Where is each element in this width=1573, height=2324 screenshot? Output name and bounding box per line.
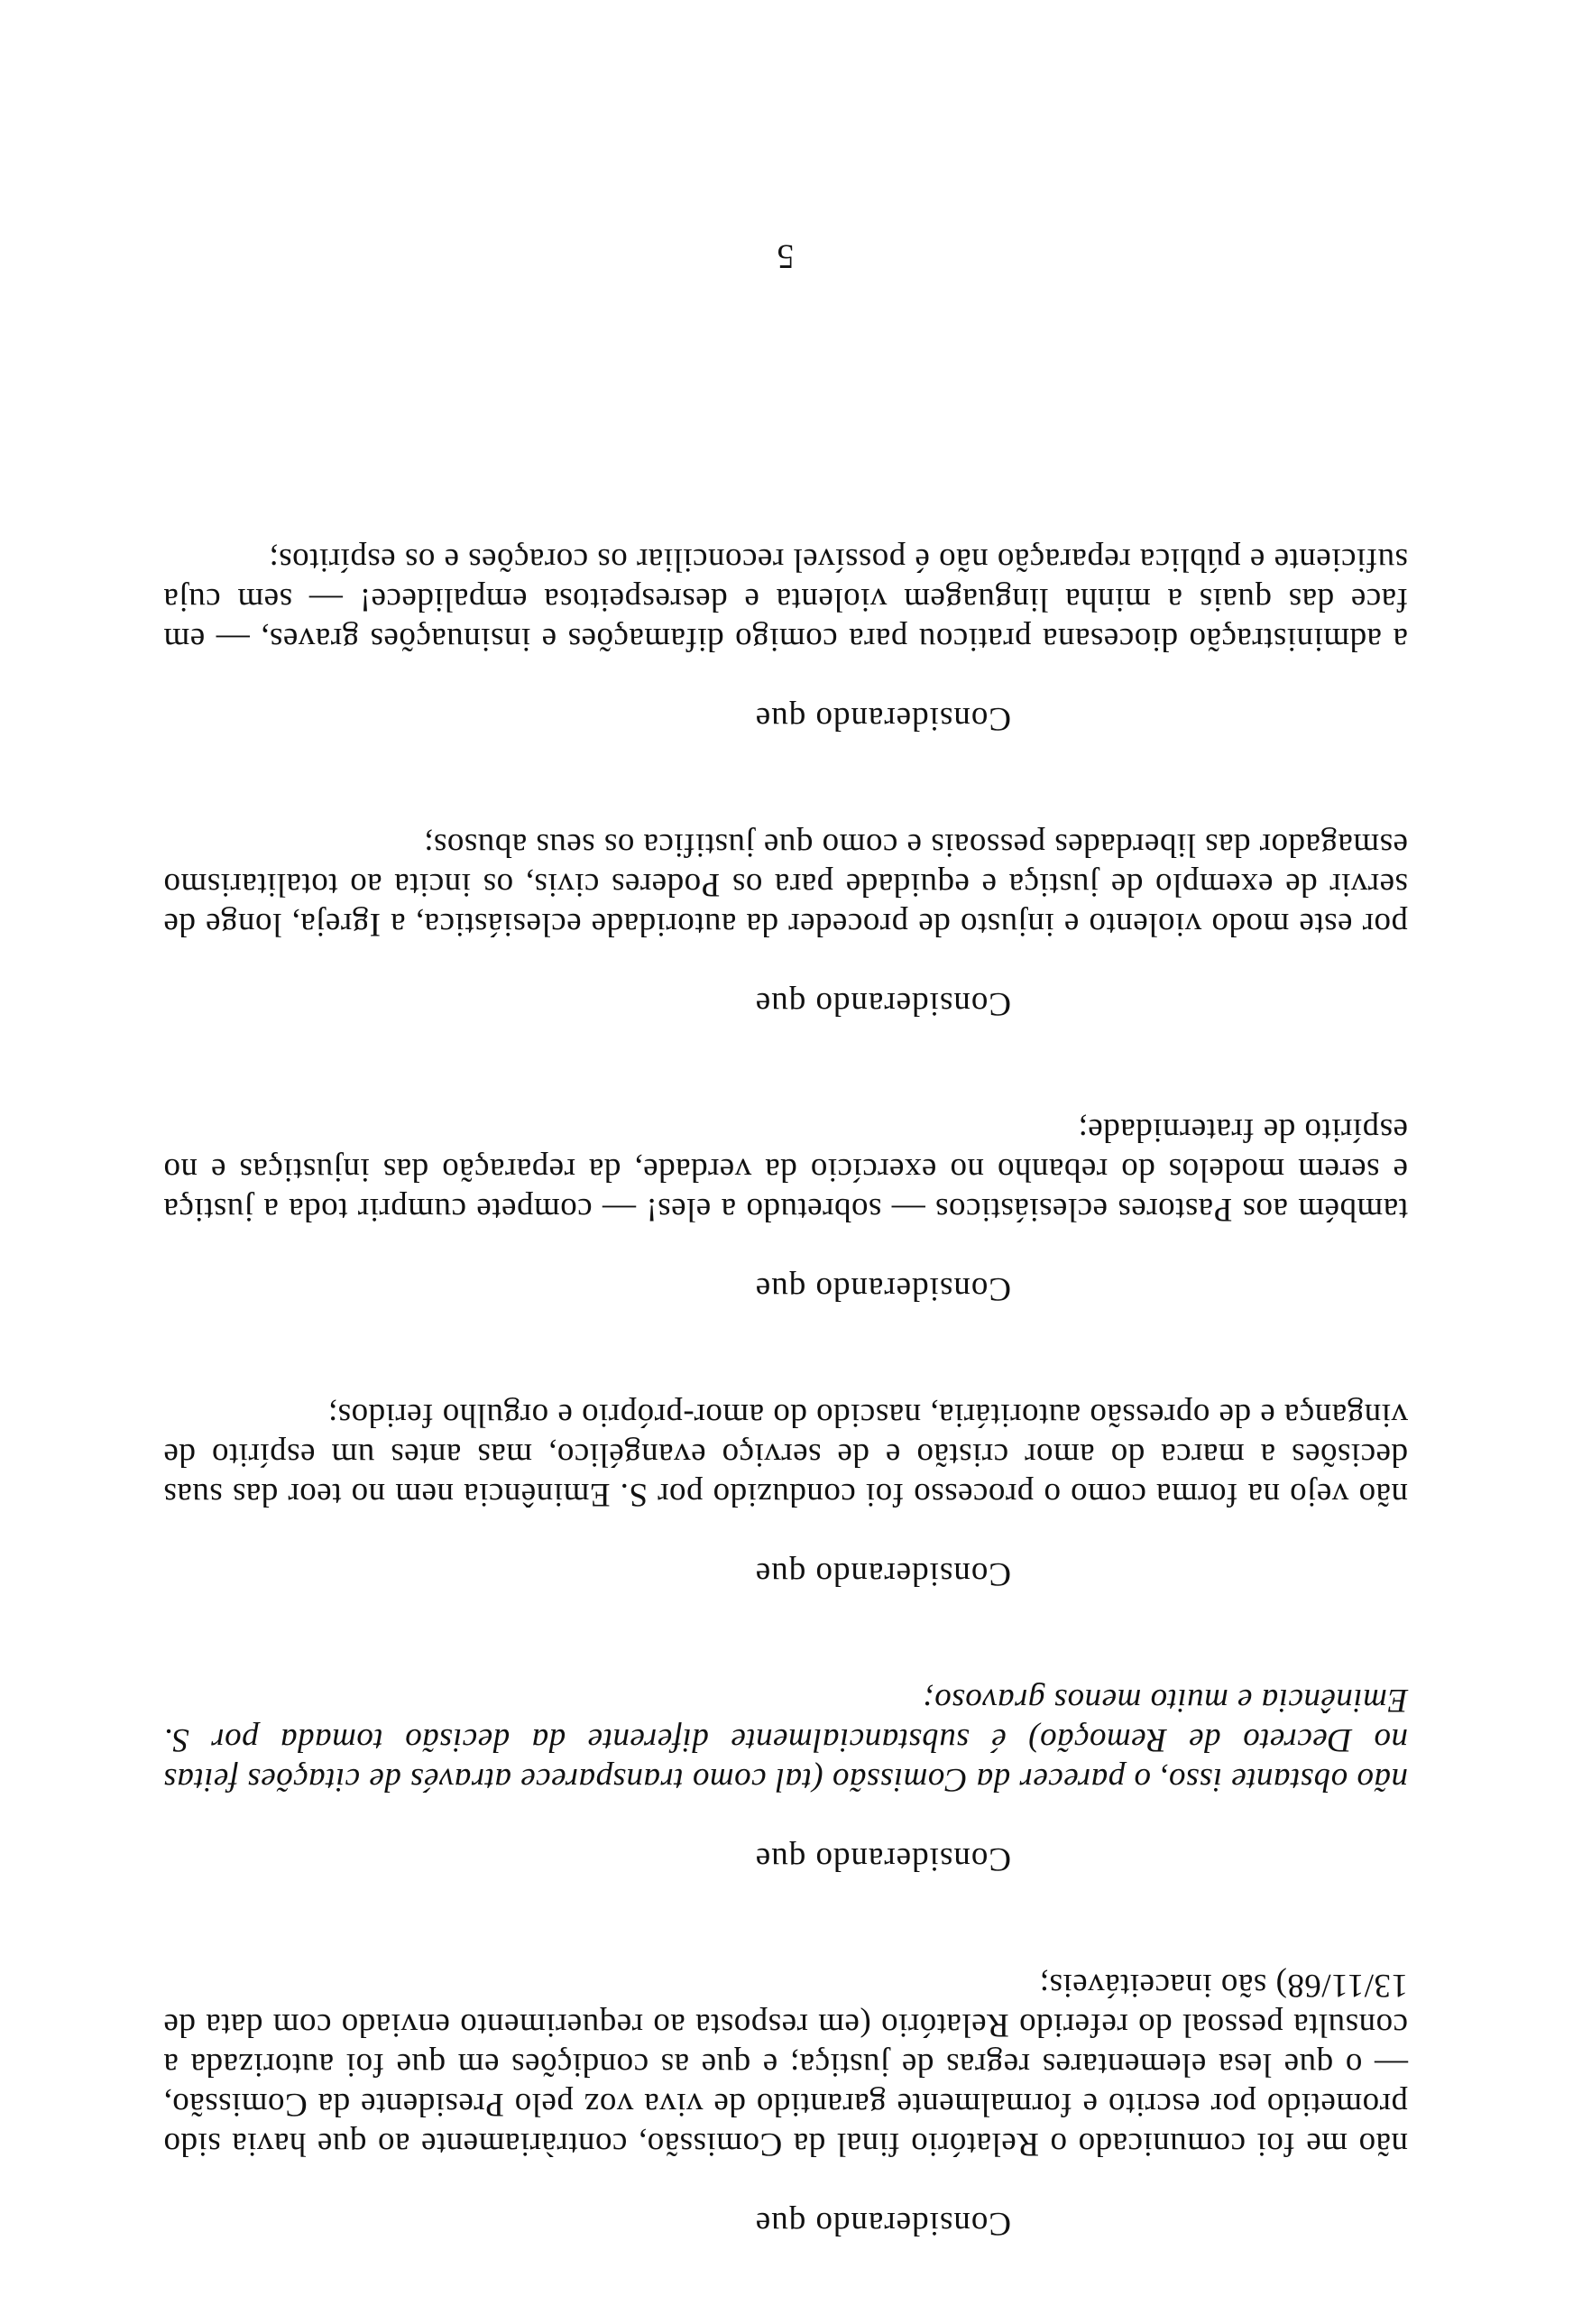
section-paragraph: não obstante isso, o parecer da Comissão (tal como transparece através de citações feitas no Decreto de Remoção) é substancialmente diferente da decisão tomada por S. Eminência e muito menos gravoso; xyxy=(163,1682,1408,1798)
section-3 xyxy=(163,1395,1408,1593)
section-paragraph: não me foi comunicado o Relatório final da Comissão, contràriamente ao que havia sido prometido por escrito e formalmente garantido de viva voz pelo Presidente da Comissão, — o que lesa elementares regras de justiça; e que as condições em que foi autorizada a consulta pessoal do referido Relatório (em resposta ao requerimento enviado com data de 13/11/68) são inaceitáveis; xyxy=(163,1967,1408,2163)
section-heading: Considerando que xyxy=(754,1555,1011,1592)
section-heading: Considerando que xyxy=(754,985,1011,1022)
section-paragraph: não vejo na forma como o processo foi conduzido por S. Eminência nem no teor das suas decisões a marca do amor cristão e de serviço evangélico, mas antes um espírito de vingança e de opressão autoritária, nascido do amor-próprio e orgulho feridos; xyxy=(163,1397,1408,1513)
section-paragraph: também aos Pastores eclesiásticos — sobretudo a eles! — compete cumprir toda a justiça e serem modelos do rebanho no exercício da verdade, da reparação das injustiças e no espírito de fraternidade; xyxy=(163,1111,1408,1228)
text-column xyxy=(163,237,1408,2243)
section-5 xyxy=(163,825,1408,1023)
section-heading: Considerando que xyxy=(754,2205,1011,2242)
section-paragraph: a administração diocesana praticou para comigo difamações e insinuações graves, — em face das quais a minha linguagem violenta e desrespeitosa empalidece! — sem cuja suficiente e pública reparação não é possível reconciliar os corações e os espíritos; xyxy=(163,541,1408,658)
section-2 xyxy=(163,1680,1408,1878)
section-heading: Considerando que xyxy=(754,700,1011,737)
section-4 xyxy=(163,1110,1408,1308)
section-heading: Considerando que xyxy=(754,1270,1011,1307)
section-heading: Considerando que xyxy=(754,1840,1011,1877)
section-paragraph: por este modo violento e injusto de proceder da autoridade eclesiástica, a Igreja, longe de servir de exemplo de justiça e equidade para os Poderes civis, os incita ao totalitarismo esmagador das liberdades pessoais e como que justifica os seus abusos; xyxy=(163,826,1408,943)
page-number: 5 xyxy=(777,237,795,275)
section-6 xyxy=(163,540,1408,738)
section-1 xyxy=(163,1965,1408,2243)
